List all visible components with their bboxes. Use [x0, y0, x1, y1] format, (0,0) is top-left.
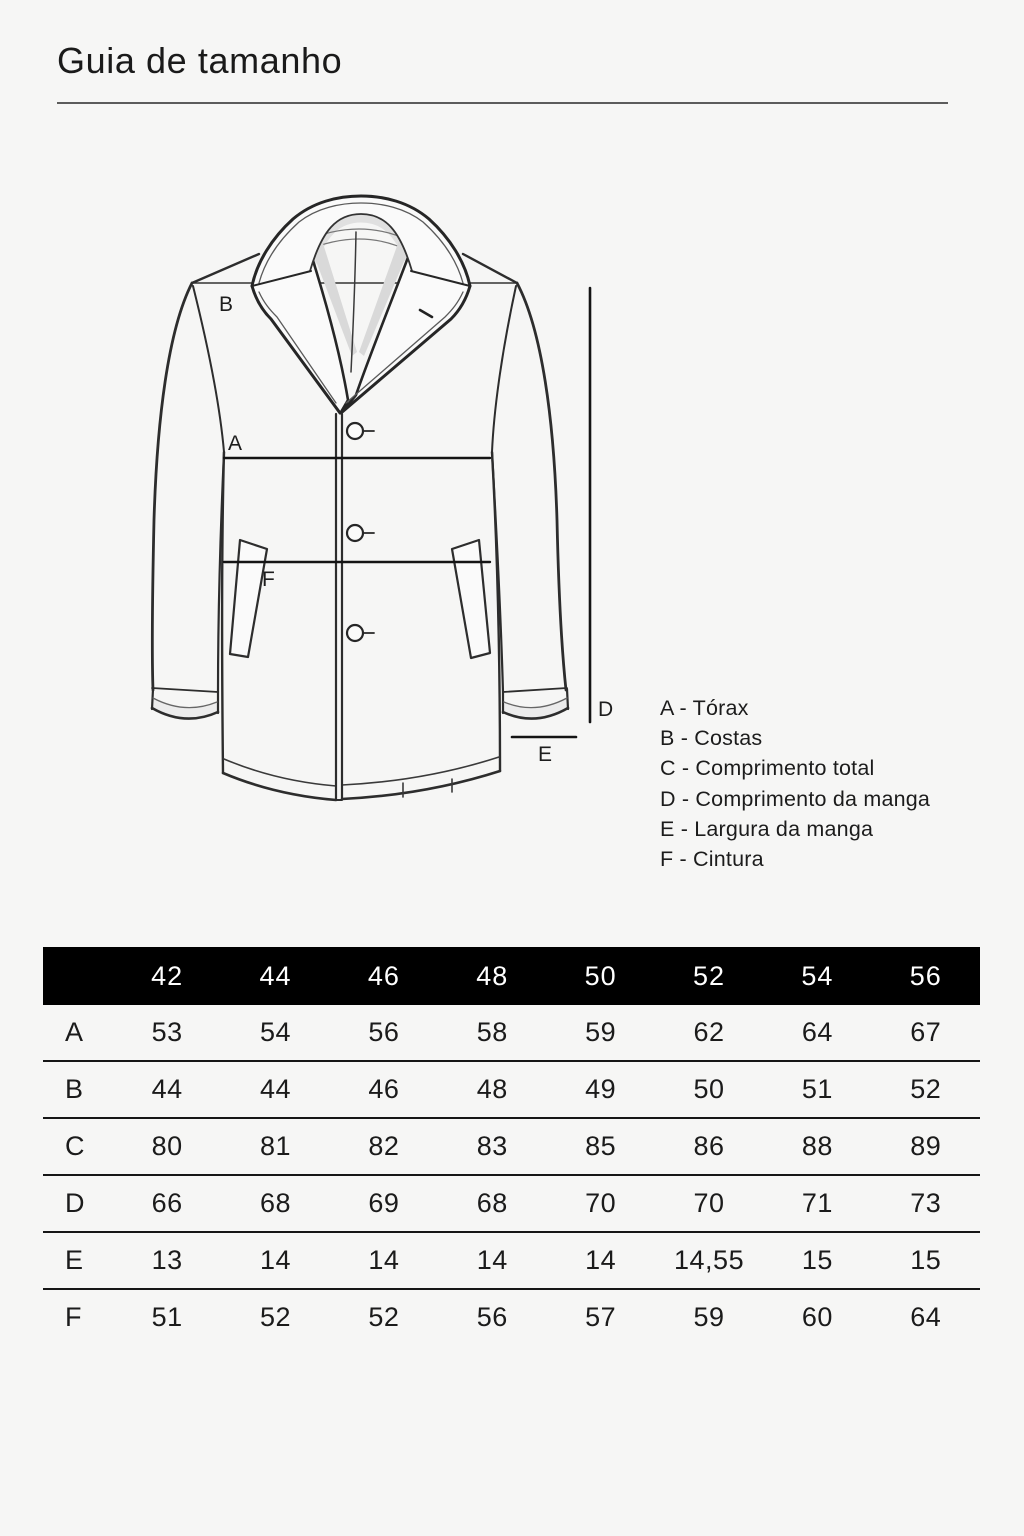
- measure-label-b: B: [219, 293, 234, 316]
- legend: [660, 693, 930, 874]
- measurement-cell: 66: [113, 1175, 221, 1232]
- measurement-cell: 14: [438, 1232, 546, 1289]
- measurement-cell: 46: [330, 1061, 438, 1118]
- legend-item: B - Costas: [660, 726, 763, 751]
- sleeve-right-outer: [517, 283, 566, 690]
- measurement-cell: 81: [221, 1118, 329, 1175]
- table-row: [43, 1118, 980, 1175]
- legend-item: C - Comprimento total: [660, 756, 875, 781]
- measure-label-e: E: [538, 743, 553, 766]
- measure-label-d: D: [598, 698, 614, 721]
- measurement-cell: 52: [260, 1302, 292, 1332]
- size-table: [43, 947, 980, 1345]
- row-label: B: [43, 1061, 113, 1118]
- hem-inner-left: [224, 759, 336, 786]
- pocket-left: [230, 540, 267, 657]
- button: [347, 525, 363, 541]
- size-table-corner: [43, 947, 113, 1005]
- body-side-right: [492, 452, 500, 771]
- measurement-cell: 69: [330, 1175, 438, 1232]
- collar: [252, 196, 470, 286]
- measurement-cell: 57: [585, 1302, 617, 1332]
- size-column-header: 46: [330, 947, 438, 1005]
- row-label: F: [65, 1302, 82, 1332]
- measurement-cell: 15: [763, 1232, 871, 1289]
- measurement-cell: 83: [438, 1118, 546, 1175]
- measure-label-f: F: [262, 568, 275, 591]
- size-table-header-row: [43, 947, 980, 1005]
- measure-label-a: A: [228, 432, 243, 455]
- sleeve-left-outer: [152, 283, 192, 690]
- measurement-cell: 70: [655, 1175, 763, 1232]
- table-row: [43, 1289, 980, 1345]
- measurement-cell: 44: [113, 1061, 221, 1118]
- size-column-header: 50: [547, 947, 655, 1005]
- measurement-cell: 64: [910, 1302, 942, 1332]
- measurement-cell: 62: [655, 1005, 763, 1061]
- measurement-cell: 86: [655, 1118, 763, 1175]
- size-table-container: [43, 947, 980, 1345]
- measurement-cell: 60: [801, 1302, 833, 1332]
- measurement-cell: 51: [763, 1061, 871, 1118]
- page-title: Guia de tamanho: [57, 40, 343, 81]
- measurement-cell: 59: [547, 1005, 655, 1061]
- button: [347, 625, 363, 641]
- measurement-cell: 67: [872, 1005, 980, 1061]
- cuff-left-side: [152, 689, 153, 709]
- armhole-right: [492, 286, 516, 452]
- measurement-cell: 15: [872, 1232, 980, 1289]
- table-row: [43, 1061, 980, 1118]
- measurement-cell: 14,55: [655, 1232, 763, 1289]
- row-label: E: [43, 1232, 113, 1289]
- measurement-cell: 14: [330, 1232, 438, 1289]
- measurement-cell: 59: [693, 1302, 725, 1332]
- size-column-header: 54: [763, 947, 871, 1005]
- measurement-cell: 88: [763, 1118, 871, 1175]
- measurement-cell: 68: [438, 1175, 546, 1232]
- hem-outer-right: [342, 771, 500, 799]
- row-label: A: [43, 1005, 113, 1061]
- measurement-cell: 85: [547, 1118, 655, 1175]
- legend-item: F - Cintura: [660, 847, 764, 872]
- size-column-header: 44: [221, 947, 329, 1005]
- legend-item: A - Tórax: [660, 696, 749, 720]
- table-row: [43, 1005, 980, 1061]
- cuff-right-side: [567, 689, 568, 709]
- measurement-cell: 54: [221, 1005, 329, 1061]
- measurement-cell: 49: [547, 1061, 655, 1118]
- cuff-right-top: [503, 688, 567, 692]
- size-table-body: [43, 1005, 980, 1345]
- measurement-cell: 68: [221, 1175, 329, 1232]
- measurement-cell: 13: [113, 1232, 221, 1289]
- measurement-cell: 82: [330, 1118, 438, 1175]
- measurement-cell: 73: [872, 1175, 980, 1232]
- measurement-cell: 14: [221, 1232, 329, 1289]
- legend-item: D - Comprimento da manga: [660, 786, 931, 811]
- measurement-cell: 58: [438, 1005, 546, 1061]
- measurement-cell: 80: [113, 1118, 221, 1175]
- coat-drawing: [152, 196, 590, 800]
- size-column-header: 52: [655, 947, 763, 1005]
- measurement-cell: 51: [151, 1302, 183, 1332]
- measurement-cell: 56: [476, 1302, 508, 1332]
- size-column-header: 42: [113, 947, 221, 1005]
- cuff-left-top: [152, 688, 218, 692]
- measurement-cell: 89: [872, 1118, 980, 1175]
- pocket-right: [452, 540, 490, 658]
- row-label: C: [43, 1118, 113, 1175]
- measurement-cell: 48: [438, 1061, 546, 1118]
- legend-item: E - Largura da manga: [660, 816, 874, 841]
- measurement-cell: 64: [763, 1005, 871, 1061]
- table-row: [43, 1175, 980, 1232]
- measurement-cell: 14: [547, 1232, 655, 1289]
- row-label: D: [43, 1175, 113, 1232]
- measurement-cell: 52: [872, 1061, 980, 1118]
- hem-inner-right: [342, 757, 499, 785]
- size-column-header: 48: [438, 947, 546, 1005]
- measurement-cell: 44: [221, 1061, 329, 1118]
- button: [347, 423, 363, 439]
- measurement-cell: 71: [763, 1175, 871, 1232]
- measurement-cell: 70: [547, 1175, 655, 1232]
- shoulder-seam-right: [463, 254, 517, 283]
- table-row: [43, 1232, 980, 1289]
- measurement-cell: 56: [330, 1005, 438, 1061]
- measurement-cell: 50: [655, 1061, 763, 1118]
- measurement-cell: 53: [113, 1005, 221, 1061]
- size-column-header: 56: [872, 947, 980, 1005]
- measurement-cell: 52: [368, 1302, 400, 1332]
- shoulder-seam-left: [192, 254, 259, 283]
- body-side-left: [222, 452, 224, 773]
